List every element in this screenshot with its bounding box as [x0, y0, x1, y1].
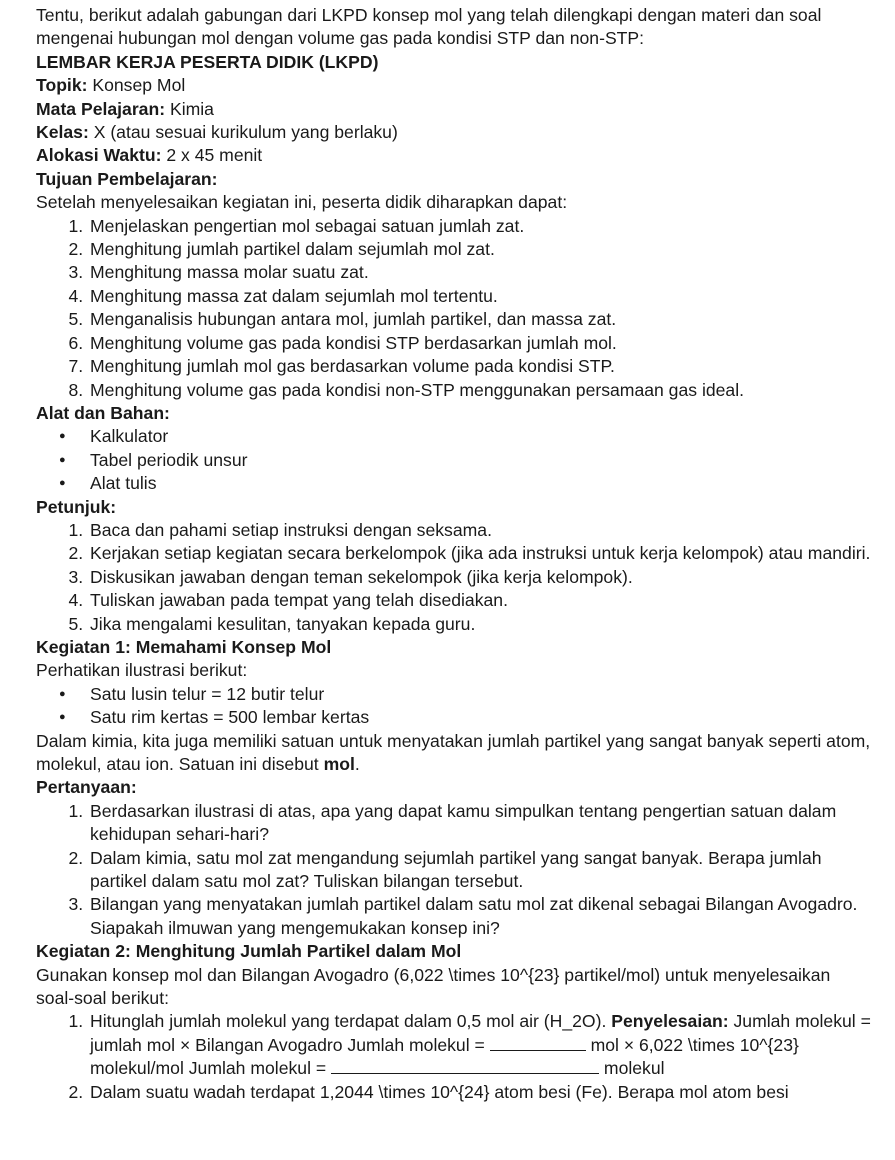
text-segment: . [354, 754, 360, 774]
list-item: 3. Menghitung massa molar suatu zat. [88, 261, 871, 284]
list-item: 2. Dalam suatu wadah terdapat 1,2044 \times 10^{24} atom besi (Fe). Berapa mol atom besi [88, 1081, 871, 1104]
list-item: 1. Menjelaskan pengertian mol sebagai satuan jumlah zat. [88, 215, 871, 238]
text-bold-segment: mol [323, 754, 355, 774]
list-item: 5. Jika mengalami kesulitan, tanyakan kepada guru. [88, 613, 871, 636]
meta-label: Mata Pelajaran: [36, 98, 166, 119]
meta-value: X (atau sesuai kurikulum yang berlaku) [88, 122, 398, 143]
meta-topic [36, 74, 871, 97]
instructions-list [36, 519, 871, 636]
activity2-questions [36, 1010, 871, 1104]
list-item: 3. Bilangan yang menyatakan jumlah partikel dalam satu mol zat dikenal sebagai Bilangan Avogadro. Siapakah ilmuwan yang mengemukakan konsep ini? [88, 893, 871, 940]
list-item: 3. Diskusikan jawaban dengan teman sekelompok (jika kerja kelompok). [88, 566, 871, 589]
meta-value: Konsep Mol [87, 75, 186, 96]
activity2-lead: Gunakan konsep mol dan Bilangan Avogadro (6,022 \times 10^{23} partikel/mol) untuk menyelesaikan soal-soal berikut: [36, 964, 831, 1009]
list-item: 4. Menghitung massa zat dalam sejumlah mol tertentu. [88, 285, 871, 308]
meta-value: Kimia [165, 98, 214, 119]
meta-time [36, 144, 871, 167]
list-item: 4. Tuliskan jawaban pada tempat yang telah disediakan. [88, 589, 871, 612]
list-item: ● Alat tulis [88, 472, 871, 495]
list-item: 2. Dalam kimia, satu mol zat mengandung sejumlah partikel yang sangat banyak. Berapa jumlah partikel dalam satu mol zat? Tuliskan bilangan tersebut. [88, 847, 871, 894]
meta-label: Topik: [36, 75, 88, 96]
tools-heading: Alat dan Bahan: [36, 402, 170, 423]
list-item: 6. Menghitung volume gas pada kondisi STP berdasarkan jumlah mol. [88, 332, 871, 355]
text-segment: Jumlah molekul = jumlah mol × Bilangan Avogadro Jumlah molekul = [90, 1011, 871, 1055]
instructions-heading: Petunjuk: [36, 496, 117, 517]
text-bold-segment: Penyelesaian: [611, 1011, 729, 1032]
meta-label: Kelas: [36, 122, 89, 143]
objectives-list [36, 215, 871, 402]
meta-subject [36, 98, 871, 121]
text-segment: Hitunglah jumlah molekul yang terdapat dalam 0,5 mol air (H_2O). [90, 1011, 612, 1032]
activity1-text [36, 730, 871, 777]
activity1-heading: Kegiatan 1: Memahami Konsep Mol [36, 636, 332, 657]
list-item: 8. Menghitung volume gas pada kondisi non-STP menggunakan persamaan gas ideal. [88, 379, 871, 402]
activity1-questions [36, 800, 871, 940]
text-segment: molekul [599, 1058, 665, 1079]
tools-list [36, 425, 871, 495]
questions-heading: Pertanyaan: [36, 777, 137, 798]
text-segment: Dalam kimia, kita juga memiliki satuan untuk menyatakan jumlah partikel yang sangat banyak seperti atom, molekul, atau ion. Satuan ini disebut [36, 730, 871, 774]
list-item: 2. Menghitung jumlah partikel dalam sejumlah mol zat. [88, 238, 871, 261]
list-item [88, 1010, 871, 1080]
list-item: 7. Menghitung jumlah mol gas berdasarkan volume pada kondisi STP. [88, 355, 871, 378]
document-title: LEMBAR KERJA PESERTA DIDIK (LKPD) [36, 51, 379, 72]
meta-value: 2 x 45 menit [161, 145, 263, 166]
text-segment: mol × 6,022 \times 10^{23} molekul/mol Jumlah molekul = [90, 1034, 799, 1079]
answer-blank[interactable] [490, 1035, 586, 1051]
list-item: 2. Kerjakan setiap kegiatan secara berkelompok (jika ada instruksi untuk kerja kelompok) atau mandiri. [88, 542, 871, 565]
objectives-heading: Tujuan Pembelajaran: [36, 168, 218, 189]
list-item: 5. Menganalisis hubungan antara mol, jumlah partikel, dan massa zat. [88, 308, 871, 331]
activity1-examples [36, 683, 871, 730]
intro-paragraph: Tentu, berikut adalah gabungan dari LKPD konsep mol yang telah dilengkapi dengan materi dan soal mengenai hubungan mol dengan volume gas pada kondisi STP dan non-STP: [36, 5, 822, 49]
list-item: ● Tabel periodik unsur [88, 449, 871, 472]
list-item: 1. Baca dan pahami setiap instruksi dengan seksama. [88, 519, 871, 542]
meta-class [36, 121, 871, 144]
list-item: ● Kalkulator [88, 425, 871, 448]
list-item: ● Satu rim kertas = 500 lembar kertas [88, 706, 871, 729]
list-item: ● Satu lusin telur = 12 butir telur [88, 683, 871, 706]
activity1-lead: Perhatikan ilustrasi berikut: [36, 660, 248, 681]
activity2-heading: Kegiatan 2: Menghitung Jumlah Partikel dalam Mol [36, 941, 462, 962]
objectives-lead: Setelah menyelesaikan kegiatan ini, peserta didik diharapkan dapat: [36, 192, 568, 213]
answer-blank[interactable] [331, 1058, 599, 1074]
list-item: 1. Berdasarkan ilustrasi di atas, apa yang dapat kamu simpulkan tentang pengertian satuan dalam kehidupan sehari-hari? [88, 800, 871, 847]
meta-label: Alokasi Waktu: [36, 145, 162, 166]
